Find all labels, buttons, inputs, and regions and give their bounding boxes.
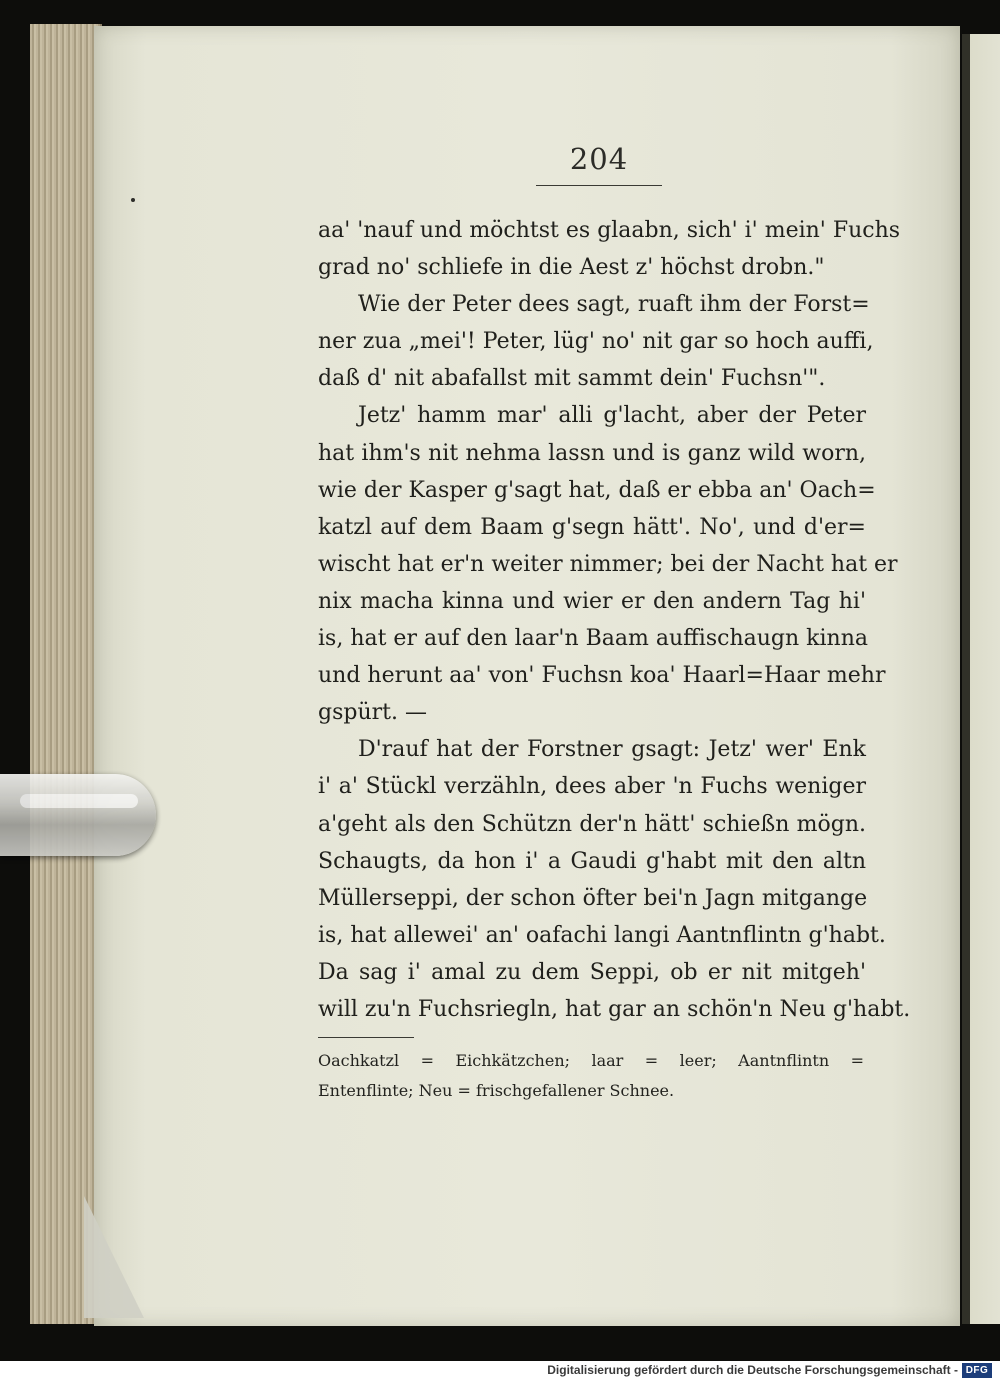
text-line: hat ihm's nit nehma lassn und is ganz wild worn,: [318, 440, 866, 466]
text-line: is, hat allewei' an' oafachi langi Aantnflintn g'habt.: [318, 922, 886, 948]
text-line: nix macha kinna und wier er den andern Tag hi': [318, 588, 866, 614]
text-line: Müllerseppi, der schon öfter bei'n Jagn mitgange: [318, 885, 868, 911]
text-line: aa' 'nauf und möchtst es glaabn, sich' i' mein' Fuchs: [318, 218, 901, 243]
text-line: und herunt aa' von' Fuchsn koa' Haarl=Haar mehr: [318, 663, 886, 689]
torn-page-corner: [84, 1196, 144, 1318]
header-rule: [536, 185, 662, 186]
text-line: is, hat er auf den laar'n Baam auffischaugn kinna: [318, 626, 868, 652]
text-line: i' a' Stückl verzähln, dees aber 'n Fuchs weniger: [318, 774, 866, 800]
text-line: Wie der Peter dees sagt, ruaft ihm der Forst=: [358, 292, 870, 318]
text-line: gspürt. —: [318, 700, 427, 726]
text-line: daß d' nit abafallst mit sammt dein' Fuchsn'".: [318, 366, 826, 392]
text-line: wischt hat er'n weiter nimmer; bei der Nacht hat er: [318, 551, 898, 577]
footnote-line: Oachkatzl = Eichkätzchen; laar = leer; Aantnflintn =: [318, 1051, 864, 1070]
footer-bar: [0, 1361, 1000, 1382]
page-clip: [0, 774, 156, 856]
text-line: Jetz' hamm mar' alli g'lacht, aber der Peter: [358, 403, 866, 429]
text-line: wie der Kasper g'sagt hat, daß er ebba an' Oach=: [318, 477, 876, 503]
text-line: grad no' schliefe in die Aest z' höchst drobn.": [318, 255, 825, 281]
dfg-logo: DFG: [962, 1363, 992, 1378]
text-line: a'geht als den Schützn der'n hätt' schießn mögn.: [318, 811, 866, 837]
text-line: will zu'n Fuchsriegln, hat gar an schön'n Neu g'habt.: [318, 996, 911, 1022]
book-page-edges: [30, 24, 102, 1324]
body-text: [318, 212, 911, 1028]
ink-speck: [131, 198, 135, 202]
footnote-rule: [318, 1037, 414, 1038]
text-line: ner zua „mei'! Peter, lüg' no' nit gar so hoch auffi,: [318, 329, 874, 355]
text-line: katzl auf dem Baam g'segn hätt'. No', und d'er=: [318, 514, 866, 540]
page-number: 204: [569, 142, 629, 176]
text-line: D'rauf hat der Forstner gsagt: Jetz' wer' Enk: [358, 737, 866, 763]
text-line: Schaugts, da hon i' a Gaudi g'habt mit den altn: [318, 848, 866, 874]
funding-credit: Digitalisierung gefördert durch die Deutsche Forschungsgemeinschaft -: [547, 1363, 958, 1377]
footnote-line: Entenflinte; Neu = frischgefallener Schnee.: [318, 1081, 675, 1100]
footnotes: [318, 1046, 864, 1106]
next-page-edge: [962, 34, 1000, 1324]
text-line: Da sag i' amal zu dem Seppi, ob er nit mitgeh': [318, 959, 866, 985]
